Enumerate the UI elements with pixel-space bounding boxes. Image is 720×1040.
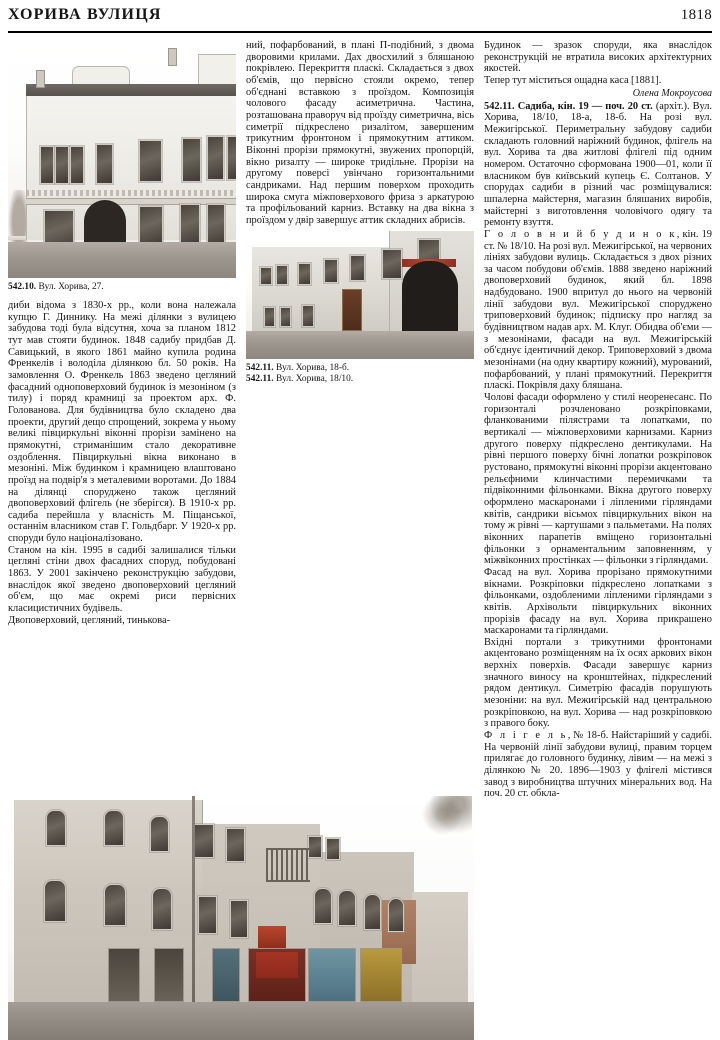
photo-attic [198,54,236,85]
photo-window [150,816,169,852]
figure-caption-text: Вул. Хорива, 18/10. [273,373,354,384]
photo-window [338,890,356,926]
entry-title: Садиба, кін. 19 — поч. 20 ст. [514,100,653,112]
photo-far-building [412,892,468,1002]
paragraph: Чолові фасади оформлено у стилі неоренесанс. По горизонталі розчленовано розкріповками, фланкованими пілястрами та лопатками, по вертикалі — міжповерховими карнизами. Карниз другого поверху підкреслено дентикулами. На рівні першого поверху бічні лопатки розкріповок рустовано, прямокутні віконні прорізи акцентовано рельєфними клинчастими перемичками та підвіконними фільонками. Вікна другого поверху оформлено маскаронами і ліпленими гірляндами квітів, сандрики вісьмох півциркульних вікон на тому ж рівні — картушами з пальметами. На полях віконних парапетів вміщено горизонтальні фільонки з орнаментальним заповненням, у міжвіконних простінках — фільонки з гірляндами. [484,392,712,567]
column-middle [246,40,474,392]
figure-number: 542.11. [246,373,274,384]
photo-window [207,136,224,180]
paragraph: Тепер тут міститься ощадна каса [1881]. [484,74,662,86]
figure-542-11-photo [8,796,474,1040]
sub-entry-wing [484,730,712,800]
sub-entry-main-building [484,229,712,392]
photo-ground [246,331,474,359]
figure-542-11b-photo [246,231,474,359]
photo-window [194,824,214,858]
photo-shopfront [212,948,240,1002]
photo-gate-arch [402,261,458,331]
photo-frieze [26,190,236,196]
photo-window [226,828,245,862]
running-head [8,6,712,33]
figure-542-10-photo [8,40,236,278]
photo-window [298,263,311,285]
figure-number: 542.11. [246,362,274,373]
photo-utility-pole [192,796,195,1014]
photo-window [314,888,332,924]
paragraph: Двоповерховий, цегляний, тинькова- [8,614,171,626]
photo-window [96,144,113,184]
photo-window [207,204,225,246]
photo-ground [8,242,236,278]
photo-window [182,138,201,182]
photo-window [180,204,200,246]
sub-entry-body: , кін. 19 ст. № 18/10. На розі вул. Межигірської, на червоних лініях забудови вулиць. Складається з двох різних за часом побудови об'ємів. 1888 зведено наріжний двоповерховий будинок, який бл. 1898 надбудовано. 1900 впритул до нього на червоній лінії забудови вул. Межигірської споруджено триповерховий будинок; підписку про нагляд за будівництвом надав арх. М. Клуг. Обидва об'єми — з мезонінами, фасади на вул. Межигірській об'єднує ідентичний декор. Триповерховий з двома мезонінами (на одну квартиру кожний), мурований, пофарбований, у плані прямокутний. Перекриття пласкі. Покрівля даху бляшана. [484,228,712,392]
photo-window [280,307,291,327]
figure-caption-text: Вул. Хорива, 18-б. [273,362,350,373]
entry-number: 542.11. [484,100,515,112]
photo-window [264,307,275,327]
photo-window [70,146,84,184]
page-number: 1818 [680,7,712,23]
photo-door [342,289,362,331]
photo-window [104,884,126,926]
photo-shopfront [360,948,402,1002]
paragraph: Станом на кін. 1995 в садибі залишалися тільки цегляні стіни двох фасадних споруд, побудовані 1863. У 2001 закінчено реконструкцію забудови, внаслідок якої зведено двоповерховий цегляний об'єм, що має окремі риси первісних класицистичних будівель. [8,544,236,615]
photo-window [40,146,54,184]
figure-caption-text: Вул. Хорива, 27. [36,282,104,292]
photo-window [44,880,66,922]
photo-window [260,267,272,285]
photo-street [8,1002,474,1040]
photo-window [46,810,66,846]
sub-entry-body: , № 18-б. Найстаріший у садибі. На червоній лінії забудови вулиці, правим торцем прилягає до головного будинку, лівим — на межі з ділянкою № 20. 1896—1903 у флігелі містився завод з виробництва штучних мінеральних вод. На поч. 20 ст. обкла- [484,730,712,800]
photo-shopfront [308,948,356,1002]
photo-shop-sign [256,952,298,978]
photo-window [276,265,288,285]
photo-chimney [168,48,177,66]
author-byline: Олена Мокроусова [632,87,712,99]
photo-window [139,140,162,182]
photo-window [308,836,322,858]
paragraph: Будинок — зразок споруди, яка внаслідок реконструкцій не втратила високих архітектурних якостей. [484,40,712,75]
photo-window [198,896,217,934]
photo-window [326,838,340,860]
entry-542-11 [484,101,712,229]
sub-entry-heading: Ф л і г е л ь [484,730,568,742]
photo-shopfront [154,948,184,1002]
photo-shopfront [108,948,140,1002]
photo-window [227,136,236,180]
photo-tree-branch [402,796,472,850]
column-grid [8,40,712,800]
figure-caption [246,363,474,385]
photo-window [324,259,338,283]
photo-window [139,206,163,246]
entry-body: (архіт.). Вул. Хорива, 18/10, 18-а, 18-б. На розі вул. Межигірської. Периметральну забудову садиби складають головний наріжний будинок, флігель на вул. Хорива та два житлові флігелі під одним номером. Остаточно сформована 1900—01, коли її власником був київський купець Є. Солтанов. У спорудах садиби в різний час розміщувалися: шпалерна майстерня, магазин бляшаних виробів, майстерні з виготовлення чоловічого одягу та ремонту взуття. [484,100,713,229]
paragraph: Вхідні портали з трикутними фронтонами акцентовано розміщенням на їх осях аркових вікон верхніх поверхів. Фасади завершує карниз значного виносу на кронштейнах, підкреслений рядом дентикул. Симетрію фасадів порушують мезоніни: на вул. Межигірській над центральною розкріповкою, на вул. Хорива — над розкріповкою з правого боку. [484,636,712,730]
sub-entry-heading: Г о л о в н и й б у д и н о к [484,228,677,240]
paragraph: диби відома з 1830-х рр., коли вона належала купцю Г. Диннику. На межі ділянки з вулицею забудова тоді була відсутня, хоча за планом 1812 тут мав стояти будинок. 1848 садибу придбав Д. Савицький, в якого 1861 майно купила родина Френкелів і володіла ділянкою бл. 50 років. На замовлення О. Френкель 1863 зведено цегляний фасадний одноповерховий будинок із мезоніном (з тилу) і поряд крамниці за проектом арх. Ф. Голованова. Для будівництва було складено два проекти, другий дещо спрощений, зокрема у ньому великі півциркульні віконні прорізи замінено на прямокутні, стриманішим стало декоративне оздоблення. Півциркульні вікна виконано в мезоніні. Між будинком і крамницею влаштовано проїзд на подвір'я з металевими воротами. До 1884 на ділянці споруджено також цегляний двоповерховий флігель (не зберігся). В 1910-х рр. садиба перейшла у власність М. Піщанської, останнім власником став Г. Гольдбарг. У 1920-х рр. споруди було націоналізовано. [8,300,236,545]
photo-window [350,255,365,281]
photo-window [104,810,124,846]
paragraph: ний, пофарбований, в плані П-подібний, з двома дворовими крилами. Дах двосхилий з бляшаною покрівлею. Перекриття пласкі. Складається з двох об'ємів, що первісно стояли окремо, тепер об'єднані вставкою з проїздом. Композиція чолового фасаду асиметрична. Частина, розташована праворуч від проїзду симетрична, вісь симетрії підкреслено ризалітом, завершеним трикутним фронтоном і прямокутним аттиком. Віконні прорізи прямокутні, звужених пропорцій, вікно ризалту — широке тридільне. Прорізи на другому поверсі увінчано горизонтальними сандриками. Над першим поверхом проходить широка смуга міжповерхового фриза з аркатурою та профільований карниз. Вставку на два вікна з проїздом у двір завершує аттик складних абрисів. [246,40,474,226]
photo-window [364,894,381,930]
photo-window [230,900,248,938]
paragraph: Фасад на вул. Хорива прорізано прямокутними вікнами. Розкріповки підкреслено лопатками з фільонками, оздобленими ліпленими гірляндами з квітів. Архівольти півциркульних віконних прорізів фасаду на вул. Хорива прикрашено маскаронами та гірляндами. [484,566,712,637]
photo-window [152,888,172,930]
photo-window [382,249,402,279]
photo-chimney [36,70,45,88]
figure-number: 542.10. [8,282,37,292]
photo-window [302,305,314,327]
page-title: ХОРИВА ВУЛИЦЯ [8,6,162,23]
photo-window [388,898,404,932]
photo-window [55,146,69,184]
photo-red-panel [258,926,286,948]
figure-542-11-photo-wrap [8,796,474,1040]
photo-balcony [266,848,310,882]
figure-caption [8,282,236,293]
column-right [484,40,712,800]
photo-cornice [26,198,236,205]
column-left [8,40,236,626]
